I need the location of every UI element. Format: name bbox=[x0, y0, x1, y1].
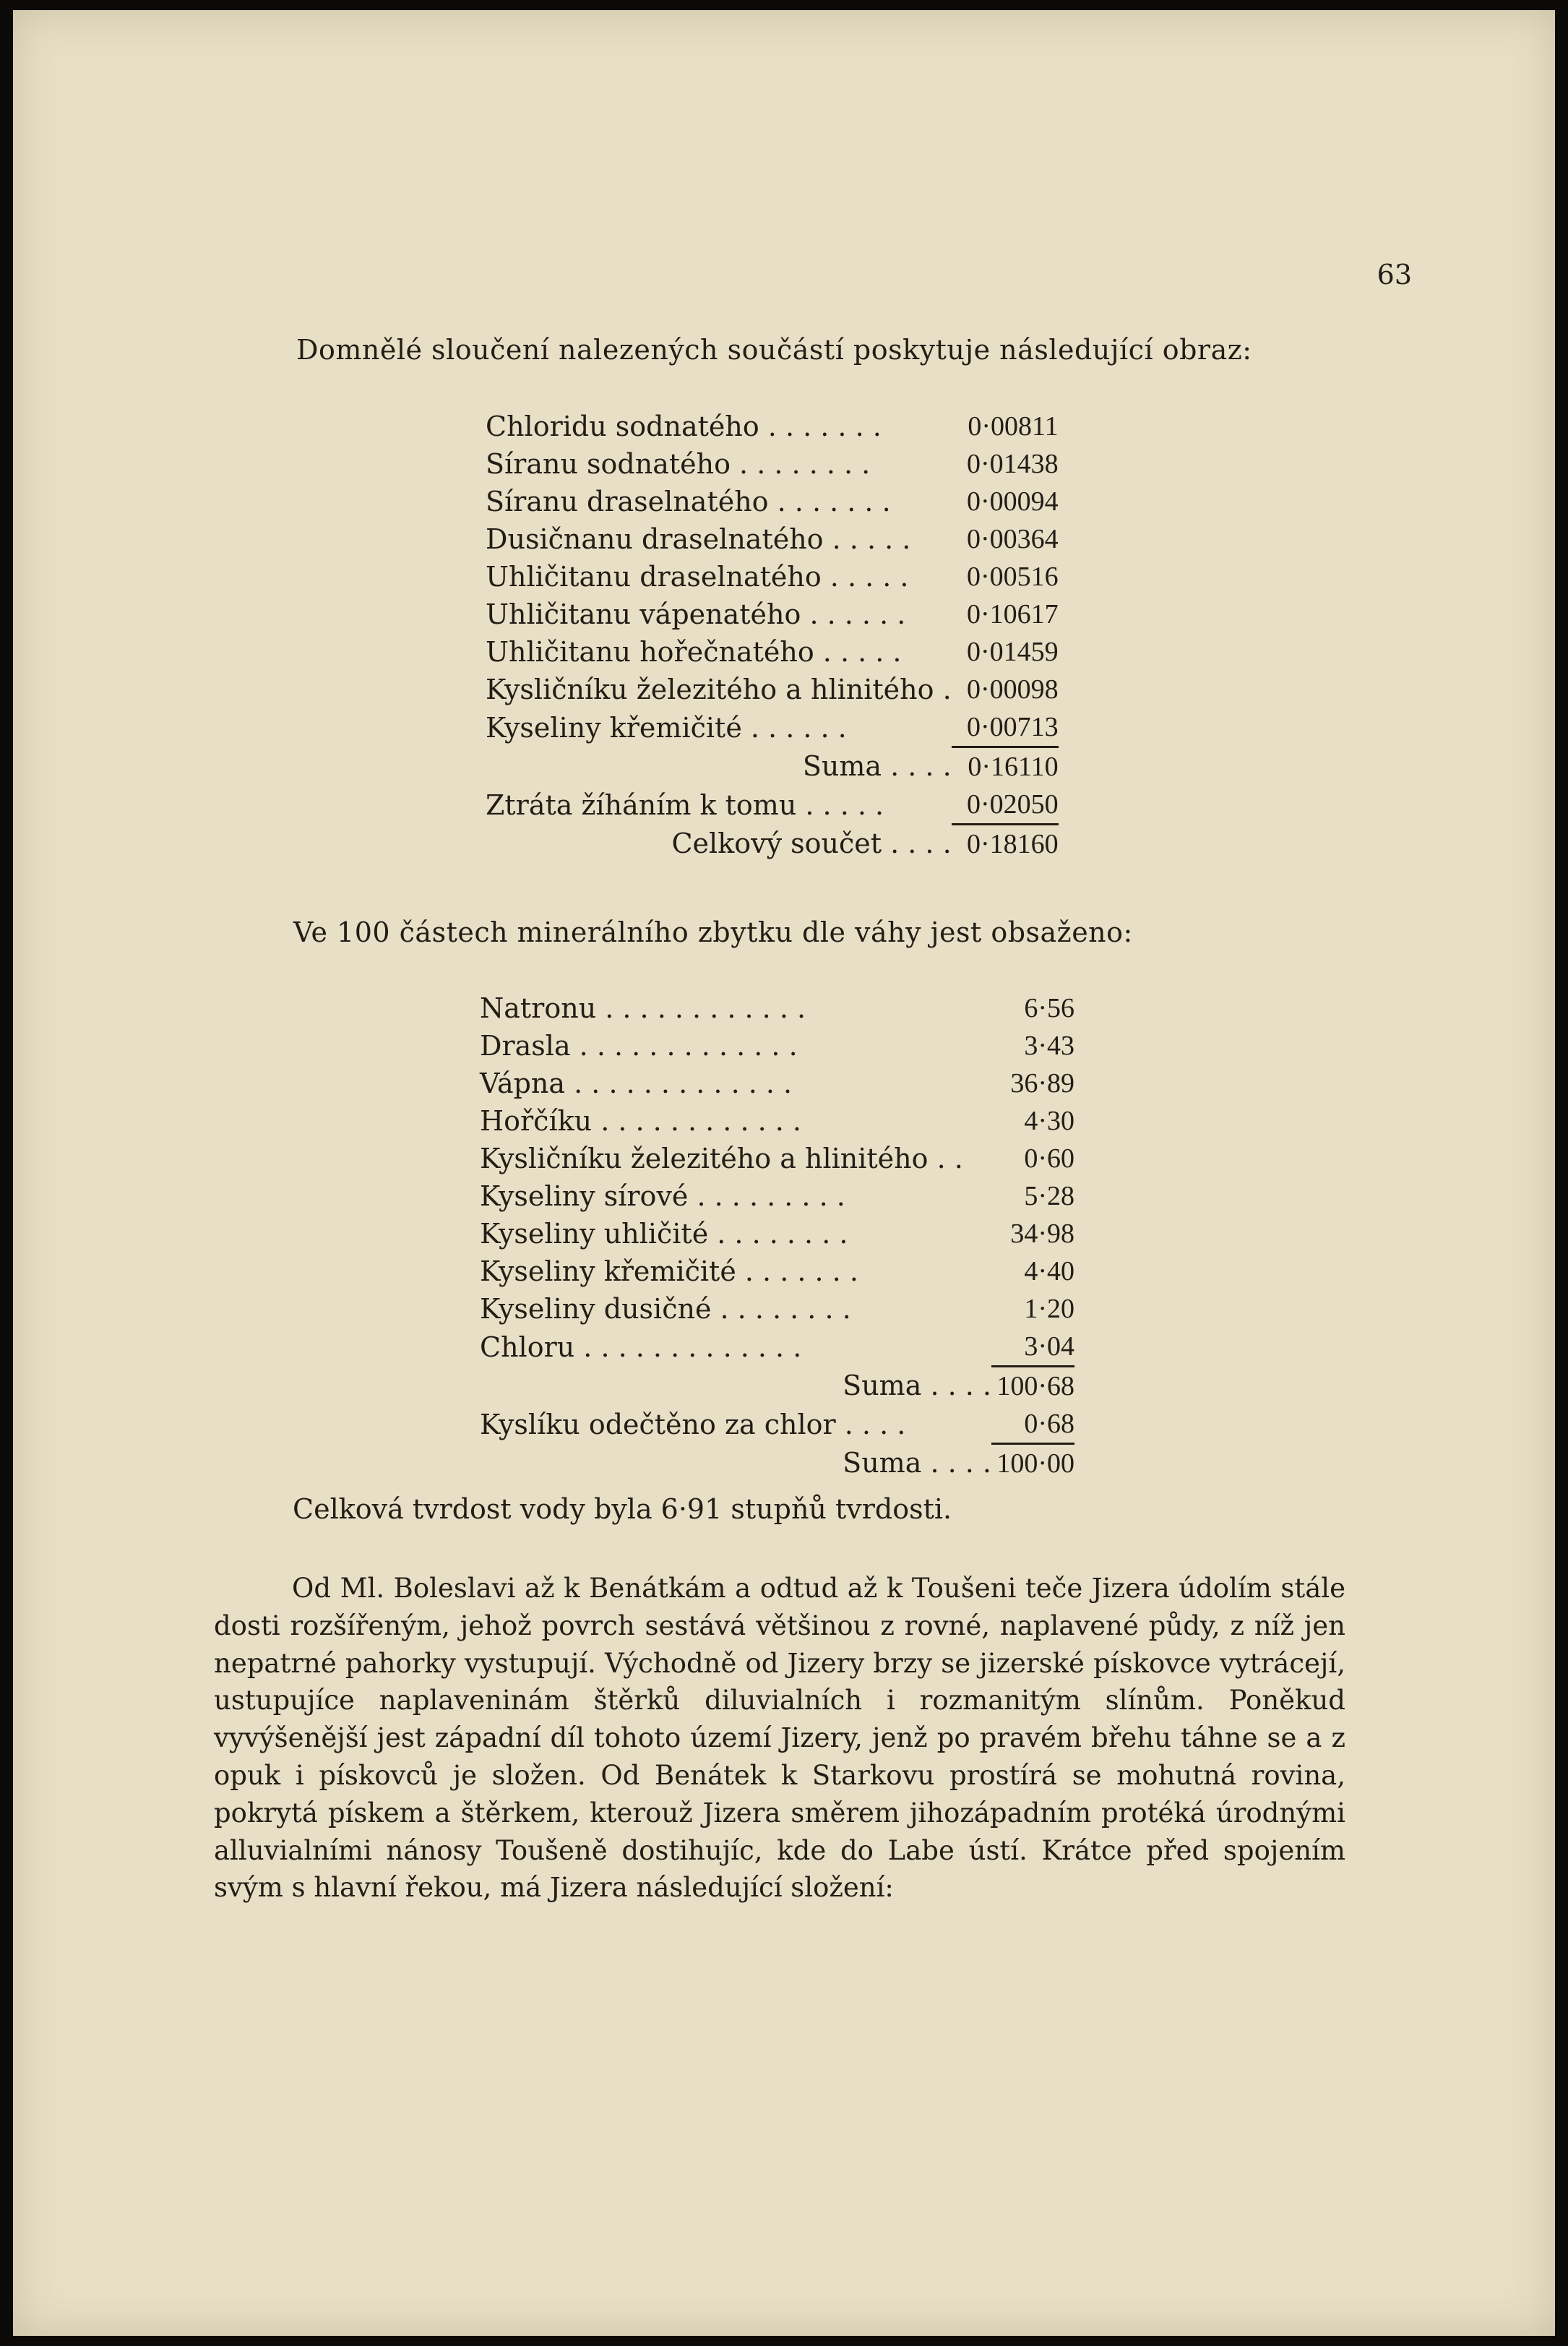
table-row bbox=[486, 408, 1059, 445]
row-value: 4·30 bbox=[1024, 1106, 1074, 1136]
row-name: Kysličníku železitého a hlinitého . bbox=[486, 674, 952, 705]
table-row bbox=[480, 1328, 1074, 1367]
final-sum-label: Suma . . . . bbox=[843, 1447, 991, 1479]
row-name: Natronu . . . . . . . . . . . . bbox=[480, 992, 806, 1024]
table-row bbox=[486, 708, 1059, 747]
row-value: 1·20 bbox=[1024, 1294, 1074, 1324]
row-name: Kysličníku železitého a hlinitého . . bbox=[480, 1143, 963, 1174]
row-name: Chloridu sodnatého . . . . . . . bbox=[486, 411, 882, 442]
page bbox=[13, 10, 1555, 2336]
row-name: Kyseliny sírové . . . . . . . . . bbox=[480, 1180, 845, 1212]
row-name: Uhličitanu vápenatého . . . . . . bbox=[486, 598, 906, 630]
row-name: Kyseliny dusičné . . . . . . . . bbox=[480, 1293, 851, 1325]
row-value: 0·00713 bbox=[967, 712, 1059, 742]
table-row bbox=[486, 520, 1059, 558]
row-name: Drasla . . . . . . . . . . . . . bbox=[480, 1030, 798, 1062]
table-row bbox=[480, 1027, 1074, 1065]
row-value: 34·98 bbox=[1010, 1219, 1074, 1249]
row-name: Vápna . . . . . . . . . . . . . bbox=[480, 1067, 793, 1099]
sum-value: 0·16110 bbox=[952, 747, 1059, 786]
oxygen-label: Kyslíku odečtěno za chlor . . . . bbox=[480, 1408, 906, 1440]
intro-text: Domnělé sloučení nalezených součástí poskytuje následující obraz: bbox=[296, 334, 1252, 366]
loss-label: Ztráta žíháním k tomu . . . . . bbox=[486, 789, 884, 821]
table-row bbox=[480, 1215, 1074, 1253]
row-value: 3·43 bbox=[1024, 1031, 1074, 1061]
row-name: Chloru . . . . . . . . . . . . . bbox=[480, 1331, 802, 1363]
loss-value: 0·02050 bbox=[967, 789, 1059, 820]
page-number: 63 bbox=[1377, 259, 1412, 291]
row-value: 6·56 bbox=[1024, 993, 1074, 1023]
row-value: 0·00516 bbox=[967, 562, 1059, 592]
row-value: 5·28 bbox=[1024, 1181, 1074, 1211]
table-row bbox=[480, 1253, 1074, 1290]
oxygen-value: 0·68 bbox=[1024, 1409, 1074, 1439]
row-name: Dusičnanu draselnatého . . . . . bbox=[486, 523, 911, 555]
table-row bbox=[480, 1102, 1074, 1140]
table-row bbox=[486, 671, 1059, 708]
oxygen-row bbox=[480, 1405, 1074, 1444]
table-row bbox=[480, 1290, 1074, 1328]
row-name: Kyseliny křemičité . . . . . . bbox=[486, 711, 847, 744]
total-label: Celkový součet . . . . bbox=[671, 828, 952, 860]
row-value: 0·00098 bbox=[967, 674, 1059, 705]
sum-label: Suma . . . . bbox=[802, 750, 952, 783]
total-row bbox=[486, 825, 1059, 864]
body-paragraph bbox=[214, 1570, 1345, 1907]
row-value: 36·89 bbox=[1010, 1068, 1074, 1099]
row-value: 0·00364 bbox=[967, 524, 1059, 554]
row-name: Uhličitanu draselnatého . . . . . bbox=[486, 561, 909, 593]
row-value: 0·10617 bbox=[967, 599, 1059, 630]
final-sum-row bbox=[480, 1444, 1074, 1483]
table-row bbox=[486, 445, 1059, 483]
row-value: 0·60 bbox=[1024, 1143, 1074, 1174]
sum-row bbox=[486, 747, 1059, 786]
row-name: Kyseliny křemičité . . . . . . . bbox=[480, 1255, 858, 1287]
table-row bbox=[486, 633, 1059, 671]
row-value: 0·01459 bbox=[967, 637, 1059, 667]
table-row bbox=[480, 1065, 1074, 1102]
table-row bbox=[486, 483, 1059, 520]
row-name: Síranu sodnatého . . . . . . . . bbox=[486, 448, 871, 480]
row-value: 4·40 bbox=[1024, 1256, 1074, 1286]
sum-label: Suma . . . . bbox=[843, 1370, 991, 1402]
loss-row bbox=[486, 786, 1059, 825]
sum-value: 100·68 bbox=[991, 1367, 1074, 1406]
hardness-text: Celková tvrdost vody byla 6·91 stupňů tvrdosti. bbox=[293, 1493, 952, 1525]
total-value: 0·18160 bbox=[952, 825, 1059, 864]
row-value: 0·01438 bbox=[967, 449, 1059, 479]
sum-row bbox=[480, 1367, 1074, 1406]
row-value: 3·04 bbox=[1024, 1331, 1074, 1362]
row-value: 0·00811 bbox=[968, 411, 1059, 442]
table-row bbox=[480, 1140, 1074, 1177]
table-row bbox=[486, 558, 1059, 596]
mineral-table bbox=[480, 989, 1074, 1482]
row-name: Uhličitanu hořečnatého . . . . . bbox=[486, 636, 902, 668]
table-row bbox=[480, 989, 1074, 1027]
row-value: 0·00094 bbox=[967, 486, 1059, 517]
table-row bbox=[480, 1177, 1074, 1215]
intro2-text: Ve 100 částech minerálního zbytku dle váhy jest obsaženo: bbox=[293, 916, 1133, 948]
paragraph-text: Od Ml. Boleslavi až k Benátkám a odtud až k Toušeni teče Jizera údolím stále dosti rozšířeným, jehož povrch sestává většinou z rovné, naplavené půdy, z níž jen nepatrné pahorky vystupují. Východně od Jizery brzy se jizerské pískovce vytrácejí, ustupujíce naplaveninám štěrků diluvialních i rozmanitým slínům. Poněkud vyvýšenější jest západní díl tohoto území Jizery, jenž po pravém břehu táhne se a z opuk i pískovců je složen. Od Benátek k Starkovu prostírá se mohutná rovina, pokrytá pískem a štěrkem, kterouž Jizera směrem jihozápadním protéká úrodnými alluvialními nánosy Toušeně dostihujíc, kde do Labe ústí. Krátce před spojením svým s hlavní řekou, má Jizera následující složení: bbox=[214, 1573, 1345, 1904]
row-name: Síranu draselnatého . . . . . . . bbox=[486, 486, 891, 517]
row-name: Kyseliny uhličité . . . . . . . . bbox=[480, 1218, 848, 1250]
final-sum-value: 100·00 bbox=[991, 1444, 1074, 1483]
table-row bbox=[486, 596, 1059, 633]
composition-table bbox=[486, 408, 1059, 863]
row-name: Hořčíku . . . . . . . . . . . . bbox=[480, 1105, 802, 1137]
